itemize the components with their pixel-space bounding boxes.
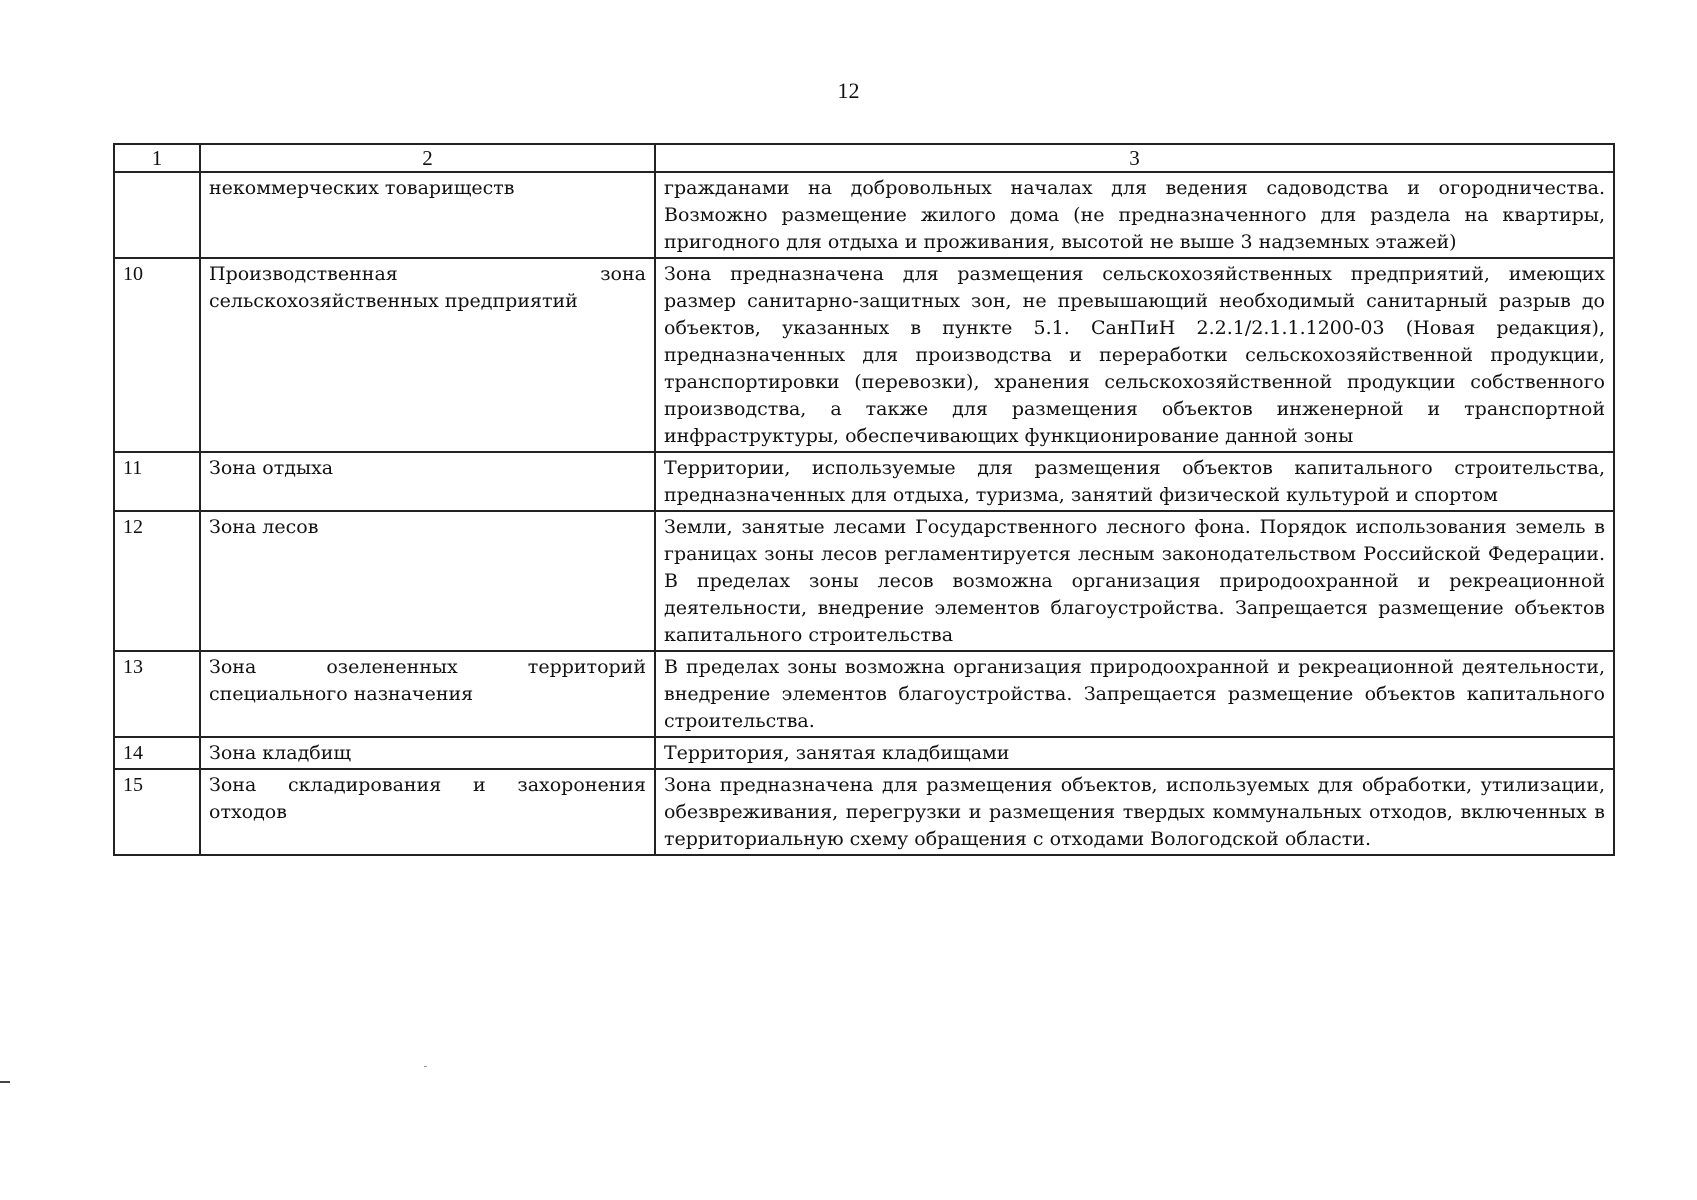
zone-name: Зона лесов (200, 511, 655, 651)
row-number: 12 (114, 511, 200, 651)
table-row (114, 511, 1614, 651)
zone-description: Территория, занятая кладбищами (655, 737, 1614, 769)
zone-name: Зона отдыха (200, 452, 655, 511)
table-row (114, 452, 1614, 511)
column-header-3: 3 (655, 144, 1614, 172)
row-number: 10 (114, 258, 200, 452)
table-row (114, 737, 1614, 769)
scan-speck (424, 1066, 427, 1067)
column-header-2: 2 (200, 144, 655, 172)
table-row (114, 172, 1614, 258)
zone-description: Зона предназначена для размещения сельскохозяйственных предприятий, имеющих размер санитарно-защитных зон, не превышающий необходимый санитарный разрыв до объектов, указанных в пункте 5.1. СанПиН 2.2.1/2.1.1.1200-03 (Новая редакция), предназначенных для производства и переработки сельскохозяйственной продукции, транспортировки (перевозки), хранения сельскохозяйственной продукции собственного производства, а также для размещения объектов инженерной и транспортной инфраструктуры, обеспечивающих функционирование данной зоны (655, 258, 1614, 452)
zone-name: Зона кладбищ (200, 737, 655, 769)
column-header-1: 1 (114, 144, 200, 172)
page-number: 12 (837, 78, 860, 103)
row-number: 11 (114, 452, 200, 511)
zone-name: Зона складирования и захоронения отходов (200, 769, 655, 855)
table-row (114, 258, 1614, 452)
zones-table (113, 143, 1615, 856)
zone-description: Зона предназначена для размещения объектов, используемых для обработки, утилизации, обезвреживания, перегрузки и размещения твердых коммунальных отходов, включенных в территориальную схему обращения с отходами Вологодской области. (655, 769, 1614, 855)
zone-name: некоммерческих товариществ (200, 172, 655, 258)
zone-description: В пределах зоны возможна организация природоохранной и рекреационной деятельности, внедрение элементов благоустройства. Запрещается размещение объектов капитального строительства. (655, 651, 1614, 737)
row-number: 13 (114, 651, 200, 737)
table-header-row (114, 144, 1614, 172)
table-row (114, 651, 1614, 737)
row-number: 14 (114, 737, 200, 769)
row-number (114, 172, 200, 258)
margin-dash (0, 1081, 10, 1083)
table-row (114, 769, 1614, 855)
zone-description: Земли, занятые лесами Государственного лесного фона. Порядок использования земель в границах зоны лесов регламентируется лесным законодательством Российской Федерации. В пределах зоны лесов возможна организация природоохранной и рекреационной деятельности, внедрение элементов благоустройства. Запрещается размещение объектов капитального строительства (655, 511, 1614, 651)
zone-description: гражданами на добровольных началах для ведения садоводства и огородничества. Возможно размещение жилого дома (не предназначенного для раздела на квартиры, пригодного для отдыха и проживания, высотой не выше 3 надземных этажей) (655, 172, 1614, 258)
zone-description: Территории, используемые для размещения объектов капитального строительства, предназначенных для отдыха, туризма, занятий физической культурой и спортом (655, 452, 1614, 511)
zone-name: Производственная зона сельскохозяйственных предприятий (200, 258, 655, 452)
zone-name: Зона озелененных территорий специального назначения (200, 651, 655, 737)
row-number: 15 (114, 769, 200, 855)
